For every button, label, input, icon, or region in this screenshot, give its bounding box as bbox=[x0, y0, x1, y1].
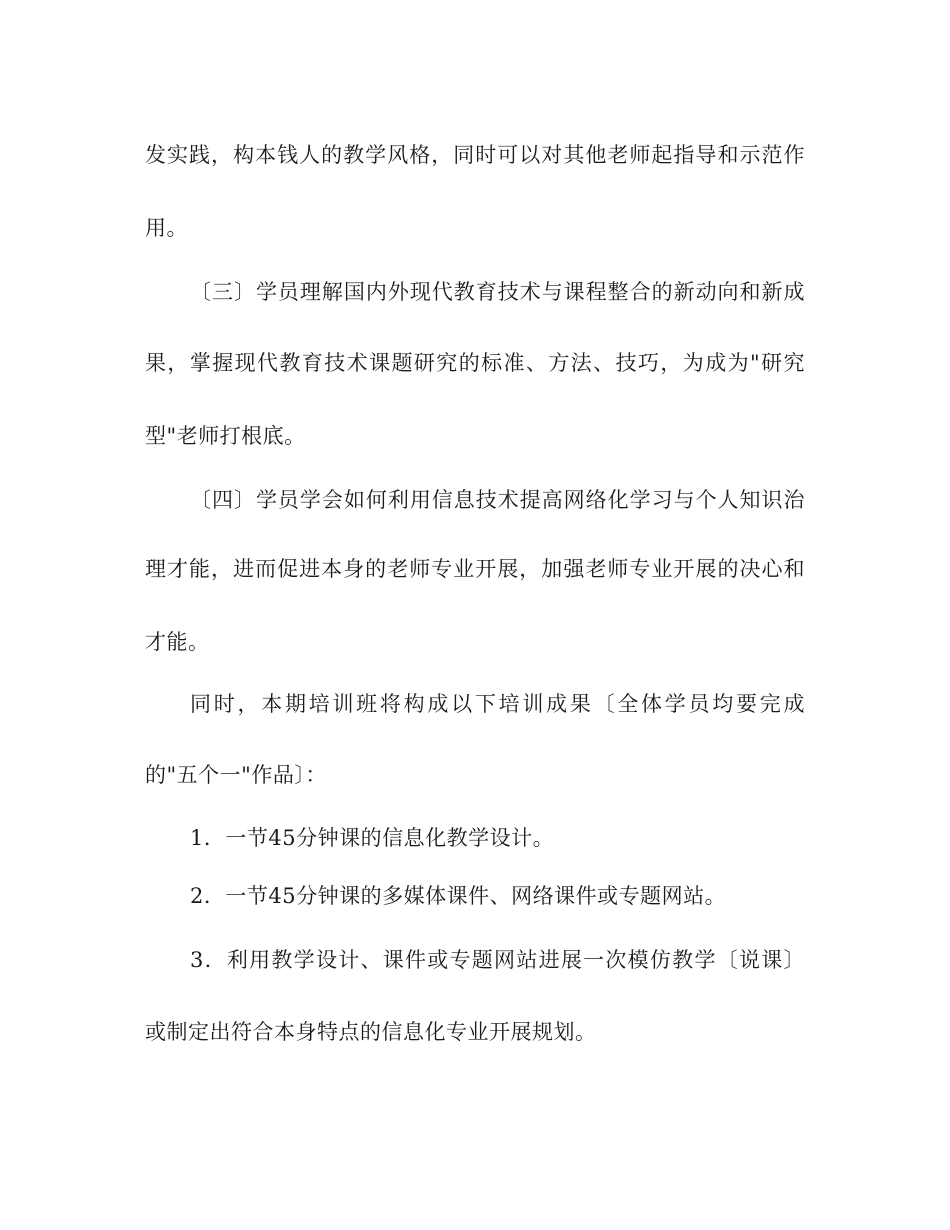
paragraph-line: 同时，本期培训班将构成以下培训成果〔全体学员均要完成 bbox=[190, 692, 805, 716]
paragraph-line: 才能。 bbox=[145, 630, 210, 654]
paragraph-line: 理才能，进而促进本身的老师专业开展，加强老师专业开展的决心和 bbox=[145, 557, 805, 581]
paragraph-line: 发实践，构本钱人的教学风格，同时可以对其他老师起指导和示范作 bbox=[145, 143, 805, 167]
paragraph-line: 或制定出符合本身特点的信息化专业开展规划。 bbox=[145, 1020, 597, 1044]
paragraph-line: 型"老师打根底。 bbox=[145, 424, 306, 448]
paragraph-line: 〔四〕学员学会如何利用信息技术提高网络化学习与个人知识治 bbox=[190, 488, 805, 512]
paragraph-line: 的"五个一"作品〕： bbox=[145, 763, 327, 787]
paragraph-line: 果，掌握现代教育技术课题研究的标准、方法、技巧，为成为"研究 bbox=[145, 351, 805, 375]
list-item: 1．一节45分钟课的信息化教学设计。 bbox=[190, 826, 555, 850]
paragraph-line: 用。 bbox=[145, 216, 188, 240]
list-item: 2．一节45分钟课的多媒体课件、网络课件或专题网站。 bbox=[190, 884, 727, 908]
paragraph-line: 〔三〕学员理解国内外现代教育技术与课程整合的新动向和新成 bbox=[190, 280, 805, 304]
list-item: 3．利用教学设计、课件或专题网站进展一次模仿教学〔说课〕 bbox=[190, 948, 805, 972]
